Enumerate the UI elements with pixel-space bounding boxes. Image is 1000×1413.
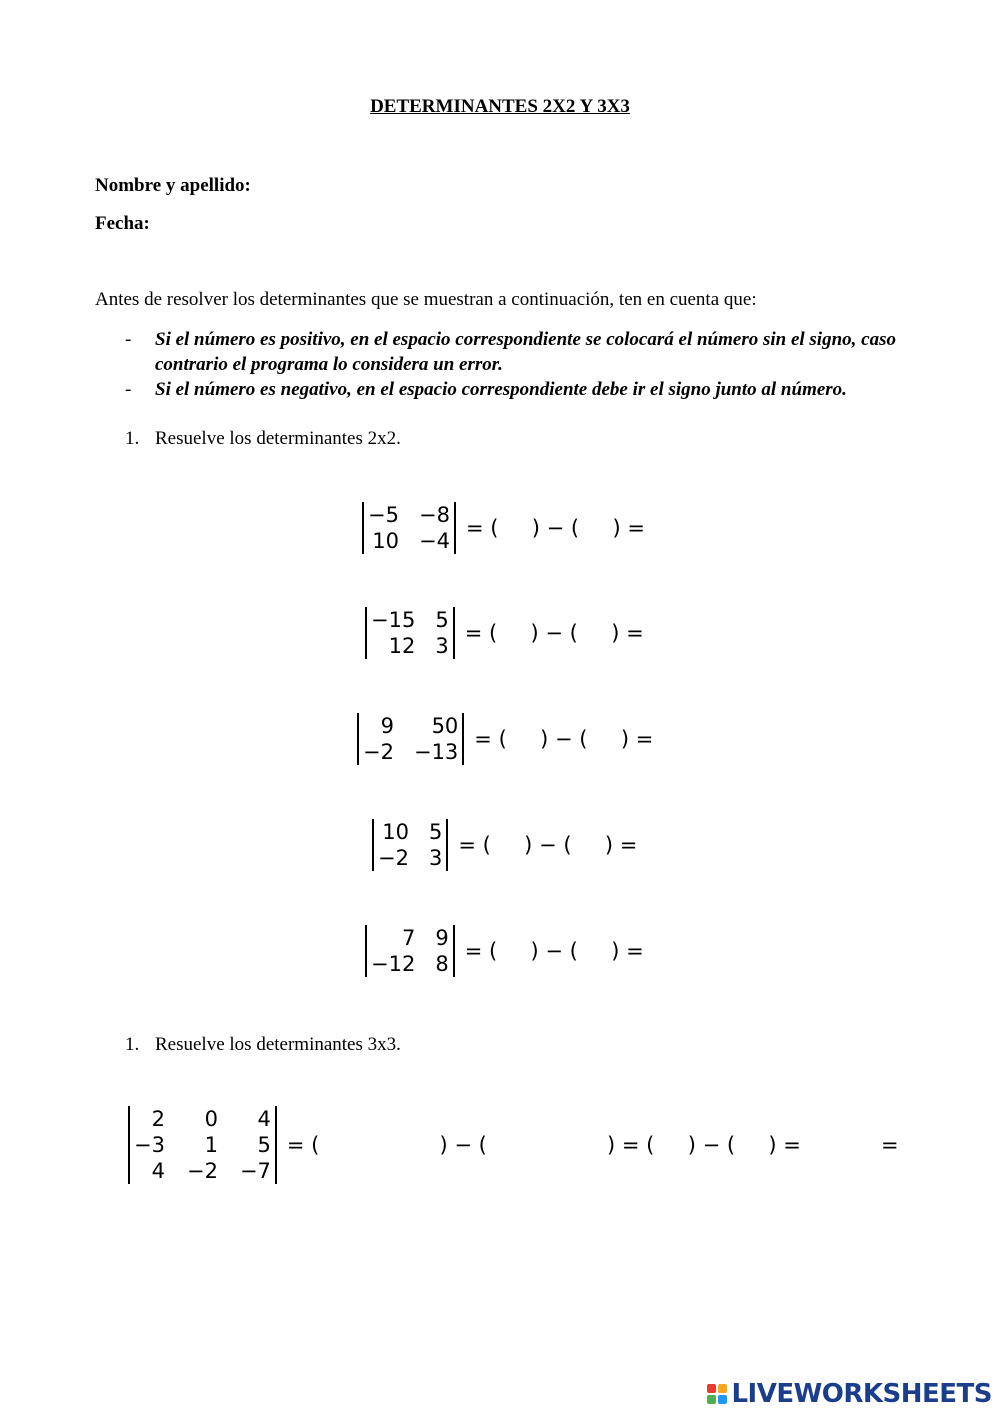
answer-expression[interactable]: = ( ) − ( ) = <box>458 833 638 857</box>
matrix-cell: 8 <box>435 952 449 976</box>
matrix-cell: −15 <box>371 608 416 632</box>
matrix-cell: 7 <box>401 926 416 950</box>
matrix-cell: 3 <box>428 846 443 870</box>
section-number: 1. <box>125 428 140 449</box>
matrix-cell: 9 <box>380 714 394 738</box>
matrix-cell: 3 <box>435 634 449 658</box>
matrix-cell: 10 <box>372 529 399 553</box>
logo-text: LIVEWORKSHEETS <box>731 1379 992 1409</box>
section-number: 1. <box>125 1034 140 1055</box>
matrix-cell: 0 <box>204 1107 218 1131</box>
section-2x2-heading <box>125 428 401 450</box>
name-label: Nombre y apellido: <box>95 175 251 196</box>
matrix-cell: 10 <box>382 820 409 844</box>
date-label: Fecha: <box>95 213 150 234</box>
matrix-cell: −7 <box>239 1159 271 1183</box>
answer-expression[interactable]: = ( ) − ( ) = <box>474 727 654 751</box>
matrix-cell: 2 <box>151 1107 165 1131</box>
logo-icon <box>707 1384 727 1404</box>
answer-expression[interactable]: = ( ) − ( ) = <box>464 939 644 963</box>
rule-dash: - <box>125 329 132 350</box>
matrix-3x3 <box>128 1106 277 1184</box>
matrix-cell: 5 <box>428 820 443 844</box>
section-label: Resuelve los determinantes 3x3. <box>155 1034 401 1055</box>
matrix-cell: −8 <box>418 503 450 527</box>
matrix-cell: 4 <box>151 1159 165 1183</box>
rule-positive <box>125 327 925 377</box>
section-label: Resuelve los determinantes 2x2. <box>155 428 401 449</box>
det2-exercise-4 <box>372 819 637 871</box>
answer-expression[interactable]: = ( ) − ( ) = <box>464 621 644 645</box>
matrix-cell: −2 <box>186 1159 218 1183</box>
matrix-2x2 <box>372 819 448 871</box>
det3-exercise <box>128 1106 899 1184</box>
matrix-2x2 <box>357 713 464 765</box>
matrix-cell: −3 <box>134 1133 165 1157</box>
logo-square <box>707 1395 716 1404</box>
section-3x3-heading <box>125 1034 401 1056</box>
matrix-2x2 <box>365 925 455 977</box>
det2-exercise-5 <box>365 925 644 977</box>
rule-dash: - <box>125 379 132 400</box>
matrix-cell: 4 <box>257 1107 271 1131</box>
matrix-2x2 <box>365 607 455 659</box>
rule-text: Si el número es positivo, en el espacio correspondiente se colocará el número sin el signo, caso contrario el programa lo considera un error. <box>155 329 896 375</box>
logo-square <box>718 1384 727 1393</box>
matrix-2x2 <box>362 502 456 554</box>
matrix-cell: −2 <box>378 846 409 870</box>
matrix-cell: −12 <box>371 952 416 976</box>
matrix-cell: −4 <box>418 529 450 553</box>
answer-expression[interactable]: = ( ) − ( ) = <box>465 516 645 540</box>
matrix-cell: 5 <box>257 1133 271 1157</box>
logo-square <box>707 1384 716 1393</box>
liveworksheets-logo <box>707 1379 992 1409</box>
matrix-cell: −13 <box>413 740 459 764</box>
det2-exercise-3 <box>357 713 653 765</box>
matrix-cell: 50 <box>431 714 459 738</box>
answer-expression[interactable]: = ( ) − ( ) = ( ) − ( ) = = <box>286 1133 899 1157</box>
intro-text: Antes de resolver los determinantes que se muestran a continuación, ten en cuenta que: <box>95 289 757 310</box>
rule-text: Si el número es negativo, en el espacio correspondiente debe ir el signo junto al número. <box>155 379 847 400</box>
matrix-cell: 9 <box>435 926 449 950</box>
matrix-cell: 12 <box>388 634 416 658</box>
matrix-cell: 5 <box>435 608 449 632</box>
rule-negative <box>125 377 925 402</box>
det2-exercise-2 <box>365 607 644 659</box>
matrix-cell: 1 <box>204 1133 218 1157</box>
page-title: DETERMINANTES 2X2 Y 3X3 <box>370 96 630 117</box>
logo-square <box>718 1395 727 1404</box>
matrix-cell: −2 <box>363 740 394 764</box>
det2-exercise-1 <box>362 502 645 554</box>
matrix-cell: −5 <box>368 503 399 527</box>
